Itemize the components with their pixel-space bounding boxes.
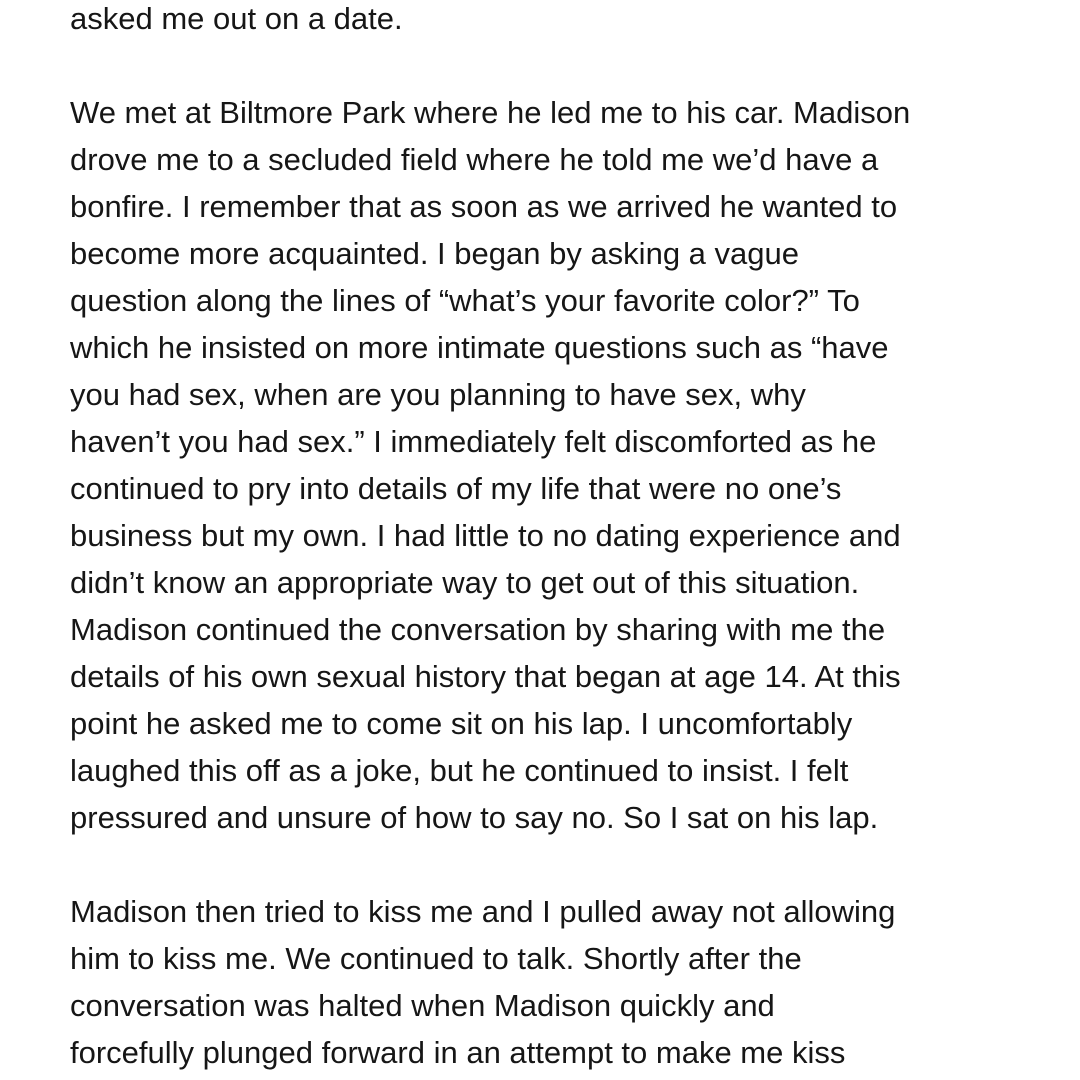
text-line: laughed this off as a joke, but he continued to insist. I felt [70, 753, 849, 788]
text-column [70, 0, 1060, 1076]
paragraph-spacer [70, 841, 1060, 888]
text-line: which he insisted on more intimate questions such as “have [70, 330, 889, 365]
text-line: continued to pry into details of my life that were no one’s [70, 471, 842, 506]
text-line: business but my own. I had little to no dating experience and [70, 518, 901, 553]
text-line: bonfire. I remember that as soon as we arrived he wanted to [70, 189, 898, 224]
text-line: asked me out on a date. [70, 1, 403, 36]
text-line: drove me to a secluded field where he told me we’d have a [70, 142, 879, 177]
paragraph-1 [70, 0, 1060, 42]
text-line: We met at Biltmore Park where he led me to his car. Madison [70, 95, 911, 130]
text-line: question along the lines of “what’s your favorite color?” To [70, 283, 860, 318]
text-line: him to kiss me. We continued to talk. Shortly after the [70, 941, 802, 976]
paragraph-spacer [70, 42, 1060, 89]
text-line: forcefully plunged forward in an attempt to make me kiss [70, 1035, 846, 1070]
paragraph-2 [70, 89, 1060, 841]
text-line: didn’t know an appropriate way to get out of this situation. [70, 565, 860, 600]
text-line: become more acquainted. I began by asking a vague [70, 236, 799, 271]
text-line: point he asked me to come sit on his lap. I uncomfortably [70, 706, 853, 741]
text-line: haven’t you had sex.” I immediately felt discomforted as he [70, 424, 877, 459]
text-line: Madison then tried to kiss me and I pulled away not allowing [70, 894, 896, 929]
text-line: pressured and unsure of how to say no. So I sat on his lap. [70, 800, 879, 835]
text-line: Madison continued the conversation by sharing with me the [70, 612, 886, 647]
paragraph-3 [70, 888, 1060, 1076]
text-line: conversation was halted when Madison quickly and [70, 988, 775, 1023]
text-line: you had sex, when are you planning to have sex, why [70, 377, 806, 412]
text-line: details of his own sexual history that began at age 14. At this [70, 659, 901, 694]
